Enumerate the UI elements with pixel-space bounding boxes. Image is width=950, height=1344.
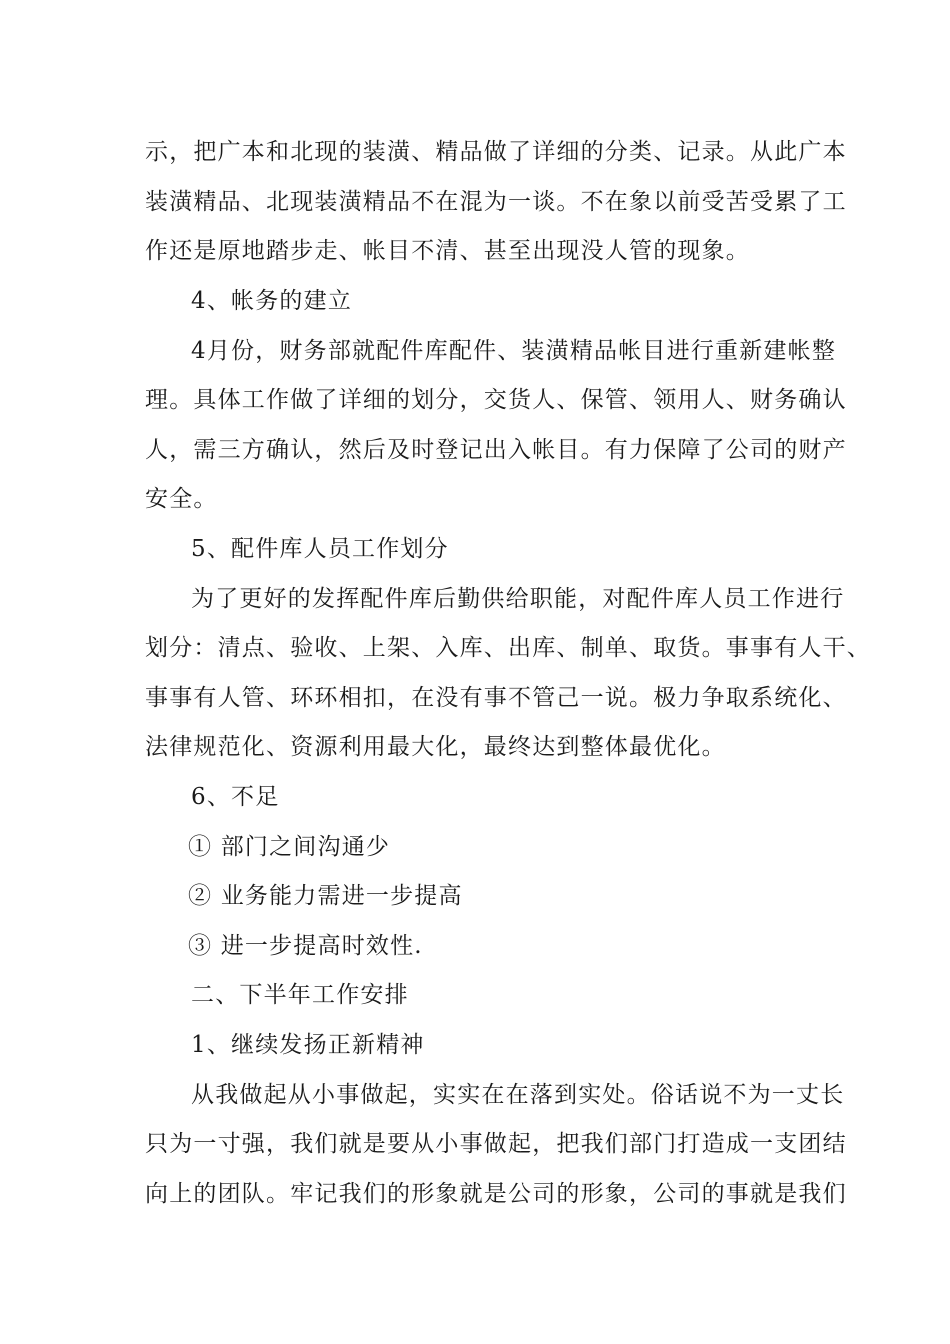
section-heading: 二、下半年工作安排 bbox=[191, 982, 409, 1008]
paragraph-line: 作还是原地踏步走、帐目不清、甚至出现没人管的现象。 bbox=[145, 238, 750, 264]
paragraph-line: 事事有人管、环环相扣，在没有事不管己一说。极力争取系统化、 bbox=[145, 685, 847, 711]
paragraph-line: 理。具体工作做了详细的划分，交货人、保管、领用人、财务确认 bbox=[145, 387, 847, 413]
section-heading: 5、配件库人员工作划分 bbox=[191, 536, 449, 562]
section-heading: 4、帐务的建立 bbox=[191, 288, 353, 314]
paragraph-line: 4月份，财务部就配件库配件、装潢精品帐目进行重新建帐整 bbox=[191, 338, 837, 364]
paragraph-line: 人，需三方确认，然后及时登记出入帐目。有力保障了公司的财产 bbox=[145, 437, 847, 463]
list-item: ③ 进一步提高时效性. bbox=[188, 933, 423, 959]
paragraph-line: 法律规范化、资源利用最大化，最终达到整体最优化。 bbox=[145, 734, 726, 760]
paragraph-line: 为了更好的发挥配件库后勤供给职能，对配件库人员工作进行 bbox=[191, 586, 845, 612]
paragraph-line: 从我做起从小事做起，实实在在落到实处。俗话说不为一丈长 bbox=[191, 1082, 845, 1108]
list-item: ② 业务能力需进一步提高 bbox=[188, 883, 463, 909]
paragraph-line: 向上的团队。牢记我们的形象就是公司的形象，公司的事就是我们 bbox=[145, 1181, 847, 1207]
paragraph-line: 只为一寸强，我们就是要从小事做起，把我们部门打造成一支团结 bbox=[145, 1131, 847, 1157]
paragraph-line: 装潢精品、北现装潢精品不在混为一谈。不在象以前受苦受累了工 bbox=[145, 189, 847, 215]
section-heading: 6、不足 bbox=[191, 784, 280, 810]
section-heading: 1、继续发扬正新精神 bbox=[191, 1032, 425, 1058]
paragraph-line: 划分：清点、验收、上架、入库、出库、制单、取货。事事有人干、 bbox=[145, 635, 871, 661]
list-item: ① 部门之间沟通少 bbox=[188, 834, 391, 860]
paragraph-line: 示，把广本和北现的装潢、精品做了详细的分类、记录。从此广本 bbox=[145, 139, 847, 165]
paragraph-line: 安全。 bbox=[145, 486, 218, 512]
